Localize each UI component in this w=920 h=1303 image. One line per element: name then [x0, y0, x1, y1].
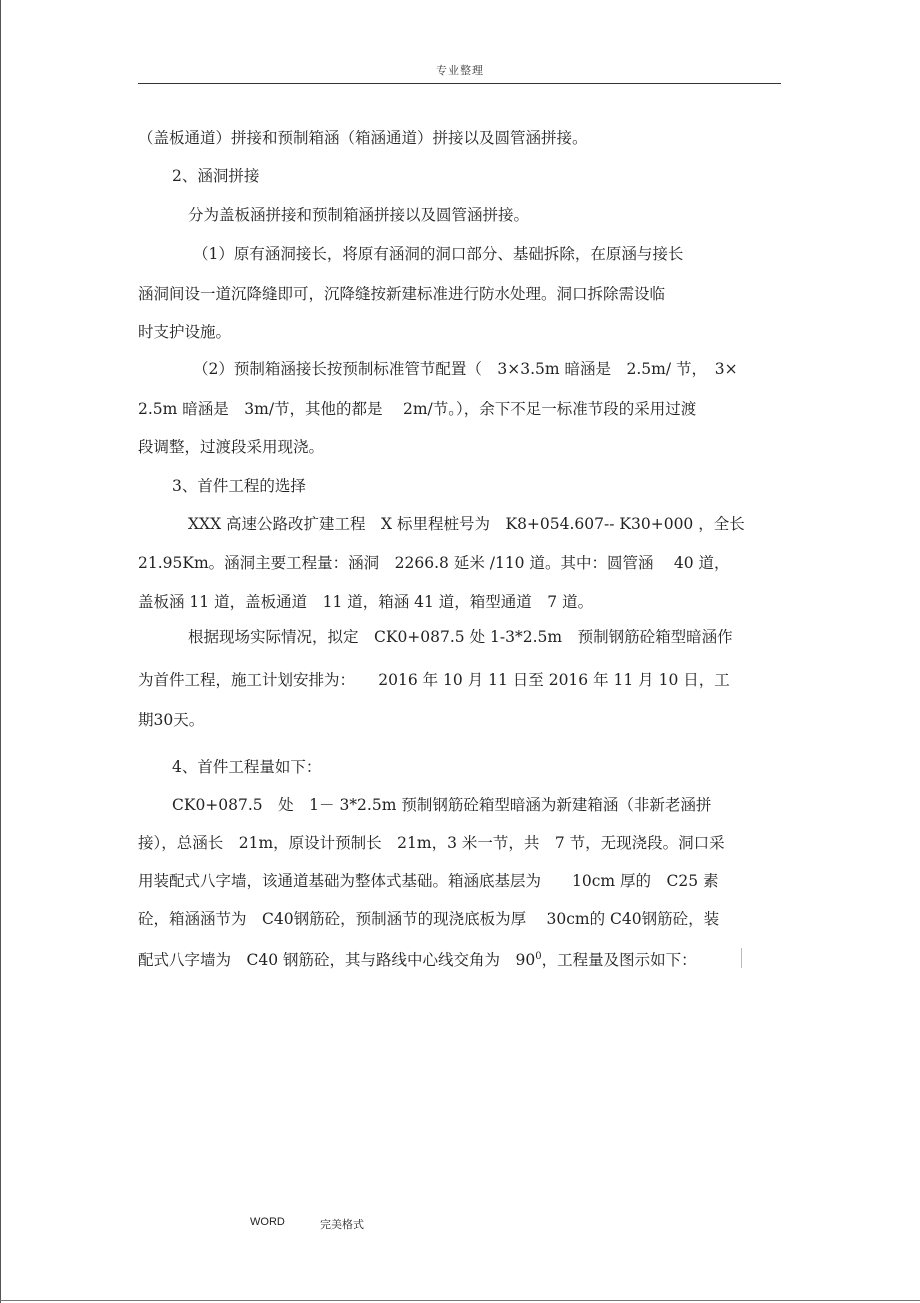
body-line: （2）预制箱涵接长按预制标准管节配置（ 3×3.5m 暗涵是 2.5m/ 节， 3×	[193, 360, 738, 378]
footer-desc: 完美格式	[320, 1218, 364, 1231]
body-line-tail: ，工程量及图示如下：	[541, 951, 697, 970]
page-border	[0, 0, 1, 1303]
footer-label: WORD	[250, 1216, 285, 1228]
body-line: 根据现场实际情况，拟定 CK0+087.5 处 1-3*2.5m 预制钢筋砼箱型暗涵作	[188, 628, 733, 646]
section-heading: 4、首件工程量如下：	[172, 758, 322, 776]
text-cursor	[741, 948, 742, 968]
page-border-bottom	[0, 1300, 920, 1301]
body-line: 盖板涵 11 道，盖板通道 11 道，箱涵 41 道，箱型通道 7 道。	[138, 593, 594, 611]
degree-superscript: 0	[535, 951, 542, 962]
body-line: 期30天。	[138, 711, 205, 729]
body-line: （1）原有涵洞接长，将原有涵洞的洞口部分、基础拆除，在原涵与接长	[193, 245, 684, 263]
body-line: 段调整，过渡段采用现浇。	[138, 438, 325, 456]
body-line: （盖板通道）拼接和预制箱涵（箱涵通道）拼接以及圆管涵拼接。	[138, 129, 588, 147]
body-line: 接），总涵长 21m，原设计预制长 21m，3 米一节，共 7 节，无现浇段。洞口采	[138, 834, 725, 852]
body-line: CK0+087.5 处 1－ 3*2.5m 预制钢筋砼箱型暗涵为新建箱涵（非新老涵拼	[172, 796, 712, 814]
section-heading: 3、首件工程的选择	[172, 477, 306, 495]
header-divider	[138, 83, 781, 84]
body-line: 时支护设施。	[138, 323, 232, 341]
body-line: 分为盖板涵拼接和预制箱涵拼接以及圆管涵拼接。	[188, 206, 530, 224]
body-line: 用装配式八字墙，该通道基础为整体式基础。箱涵底基层为 10cm 厚的 C25 素	[138, 872, 719, 890]
body-line: 为首件工程，施工计划安排为： 2016 年 10 月 11 日至 2016 年 11 月 10 日，工	[138, 671, 730, 689]
body-line: 涵洞间设一道沉降缝即可，沉降缝按新建标准进行防水处理。洞口拆除需设临	[138, 285, 666, 303]
page-header: 专业整理	[436, 64, 484, 77]
body-line	[138, 947, 783, 970]
body-line: XXX 高速公路改扩建工程 X 标里程桩号为 K8+054.607-- K30+000 ，全长	[188, 515, 745, 533]
body-line-text: 配式八字墙为 C40 钢筋砼，其与路线中心线交角为 90	[138, 951, 536, 970]
body-line: 砼，箱涵涵节为 C40钢筋砼，预制涵节的现浇底板为厚 30cm的 C40钢筋砼，装	[138, 910, 720, 928]
body-line: 21.95Km。涵洞主要工程量：涵洞 2266.8 延米 /110 道。其中：圆管涵 40 道，	[138, 554, 730, 572]
section-heading: 2、涵洞拼接	[172, 167, 260, 185]
body-line: 2.5m 暗涵是 3m/节，其他的都是 2m/节。），余下不足一标准节段的采用过渡	[138, 400, 697, 418]
